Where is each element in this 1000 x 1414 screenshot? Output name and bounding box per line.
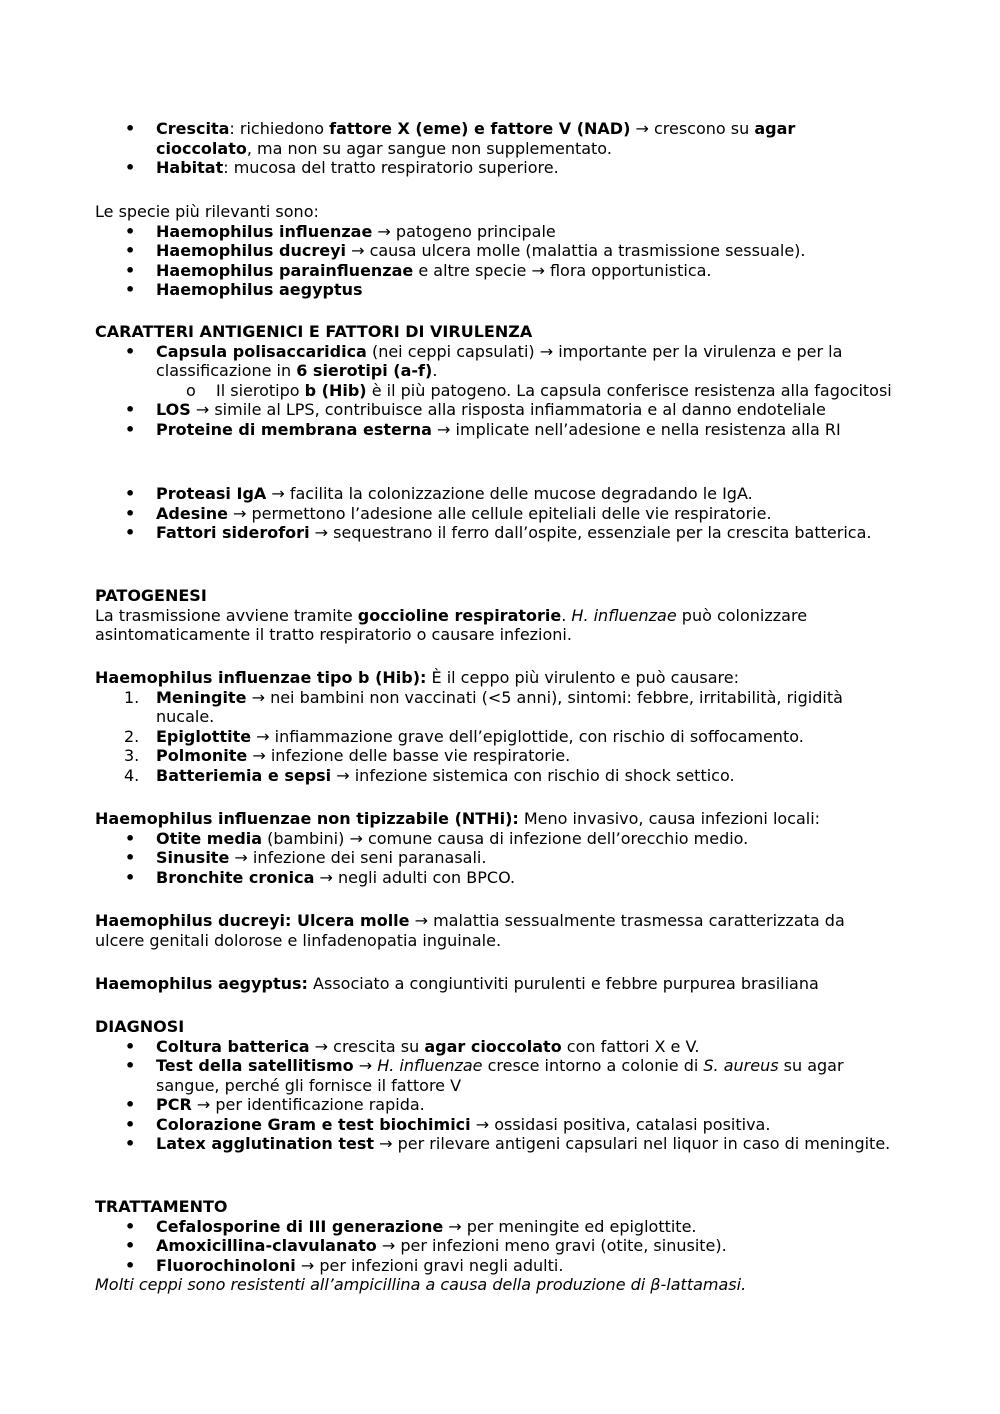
bullet: • bbox=[125, 503, 136, 523]
bullet: • bbox=[125, 1134, 136, 1153]
bullet: • bbox=[125, 260, 136, 280]
bullet: • bbox=[125, 1114, 136, 1134]
species-intro: Le specie più rilevanti sono: bbox=[95, 202, 319, 221]
list-item: • Haemophilus parainfluenzae e altre specie → flora opportunistica. bbox=[125, 260, 712, 280]
list-item: • Fluorochinoloni → per infezioni gravi negli adulti. bbox=[125, 1255, 564, 1275]
list-item: • Latex agglutination test → per rilevare antigeni capsulari nel liquor in caso di meningite. bbox=[125, 1134, 891, 1153]
virulence-factors-list bbox=[95, 484, 895, 543]
sub-list-item: o Il sierotipo b (Hib) è il più patogeno. La capsula conferisce resistenza alla fagocitosi bbox=[186, 380, 892, 400]
bullet: • bbox=[125, 419, 136, 439]
bullet: • bbox=[125, 119, 136, 138]
list-item: • LOS → simile al LPS, contribuisce alla risposta infiammatoria e al danno endoteliale bbox=[125, 400, 826, 419]
bullet: • bbox=[125, 400, 136, 419]
list-item: • PCR → per identificazione rapida. bbox=[125, 1095, 425, 1114]
list-item: • Habitat: mucosa del tratto respiratorio superiore. bbox=[125, 158, 559, 177]
resistance-note: Molti ceppi sono resistenti all’ampicillina a causa della produzione di β-lattamasi. bbox=[95, 1275, 747, 1294]
bullet: • bbox=[125, 341, 136, 361]
list-item: • Adesine → permettono l’adesione alle cellule epiteliali delle vie respiratorie. bbox=[125, 503, 772, 523]
nthi-intro: Haemophilus influenzae non tipizzabile (NTHi): Meno invasivo, causa infezioni locali: bbox=[95, 809, 821, 828]
list-item: 3. Polmonite → infezione delle basse vie respiratorie. bbox=[124, 746, 571, 765]
hib-intro: Haemophilus influenzae tipo b (Hib): È il ceppo più virulento e può causare: bbox=[95, 668, 739, 687]
hib-section bbox=[95, 668, 895, 785]
section-heading: CARATTERI ANTIGENICI E FATTORI DI VIRULENZA bbox=[95, 322, 533, 341]
section-heading: TRATTAMENTO bbox=[95, 1197, 228, 1216]
list-item: • Amoxicillina-clavulanato → per infezioni meno gravi (otite, sinusite). bbox=[125, 1236, 727, 1255]
list-item: • Haemophilus aegyptus bbox=[125, 280, 363, 299]
bullet: • bbox=[125, 828, 136, 848]
list-item: • Fattori siderofori → sequestrano il ferro dall’ospite, essenziale per la crescita batterica. bbox=[125, 523, 872, 542]
list-item: • Test della satellitismo → H. influenzae cresce intorno a colonie di S. aureus su agar sangue, perché gli fornisce il fattore V bbox=[125, 1056, 844, 1095]
section-heading: PATOGENESI bbox=[95, 586, 207, 605]
nthi-section bbox=[95, 809, 895, 887]
list-item: • Otite media (bambini) → comune causa di infezione dell’orecchio medio. bbox=[125, 828, 749, 848]
list-item: • Haemophilus influenzae → patogeno principale bbox=[125, 221, 556, 241]
treatment-section bbox=[95, 1197, 895, 1295]
bullet: • bbox=[125, 158, 136, 177]
sub-bullet: o bbox=[186, 380, 196, 400]
pathogenesis-section bbox=[95, 586, 895, 645]
bullet: • bbox=[125, 1036, 136, 1056]
pathogenesis-text: La trasmissione avviene tramite goccioline respiratorie. H. influenzae può colonizzare asintomaticamente il tratto respiratorio o causare infezioni. bbox=[95, 605, 808, 644]
diagnosis-section bbox=[95, 1017, 895, 1154]
bullet: • bbox=[125, 241, 136, 260]
ducreyi-paragraph: Haemophilus ducreyi: Ulcera molle → malattia sessualmente trasmessa caratterizzata da ulcere genitali dolorose e linfadenopatia inguinale. bbox=[95, 911, 845, 950]
bullet: • bbox=[125, 1236, 136, 1255]
list-item: • Cefalosporine di III generazione → per meningite ed epiglottite. bbox=[125, 1216, 697, 1236]
list-item: • Crescita: richiedono fattore X (eme) e fattore V (NAD) → crescono su agar cioccolato, ma non su agar sangue non supplementato. bbox=[125, 119, 796, 158]
list-item: • Colorazione Gram e test biochimici → ossidasi positiva, catalasi positiva. bbox=[125, 1114, 771, 1134]
list-item: • Proteasi IgA → facilita la colonizzazione delle mucose degradando le IgA. bbox=[125, 484, 753, 503]
bullet: • bbox=[125, 484, 136, 503]
aegyptus-paragraph: Haemophilus aegyptus: Associato a congiuntiviti purulenti e febbre purpurea brasiliana bbox=[95, 974, 819, 993]
bullet: • bbox=[125, 867, 136, 887]
list-item: • Capsula polisaccaridica (nei ceppi capsulati) → importante per la virulenza e per la classificazione in 6 sierotipi (a-f). bbox=[125, 341, 843, 380]
bullet: • bbox=[125, 848, 136, 867]
bullet: • bbox=[125, 221, 136, 241]
list-item: 2. Epiglottite → infiammazione grave dell’epiglottide, con rischio di soffocamento. bbox=[124, 726, 804, 746]
bullet: • bbox=[125, 1056, 136, 1075]
list-item: 1. Meningite → nei bambini non vaccinati (<5 anni), sintomi: febbre, irritabilità, rigidità nucale. bbox=[124, 687, 843, 726]
section-heading: DIAGNOSI bbox=[95, 1017, 185, 1036]
bullet: • bbox=[125, 1255, 136, 1275]
list-item: • Proteine di membrana esterna → implicate nell’adesione e nella resistenza alla RI bbox=[125, 419, 841, 439]
growth-habitat-list bbox=[95, 119, 895, 178]
antigenic-section bbox=[95, 322, 895, 439]
list-item: • Bronchite cronica → negli adulti con BPCO. bbox=[125, 867, 516, 887]
bullet: • bbox=[125, 1095, 136, 1114]
bullet: • bbox=[125, 523, 136, 542]
list-item: • Coltura batterica → crescita su agar cioccolato con fattori X e V. bbox=[125, 1036, 700, 1056]
list-item: 4. Batteriemia e sepsi → infezione sistemica con rischio di shock settico. bbox=[124, 765, 735, 785]
list-item: • Sinusite → infezione dei seni paranasali. bbox=[125, 848, 487, 867]
bullet: • bbox=[125, 280, 136, 299]
bullet: • bbox=[125, 1216, 136, 1236]
list-item: • Haemophilus ducreyi → causa ulcera molle (malattia a trasmissione sessuale). bbox=[125, 241, 806, 260]
species-section bbox=[95, 202, 895, 300]
